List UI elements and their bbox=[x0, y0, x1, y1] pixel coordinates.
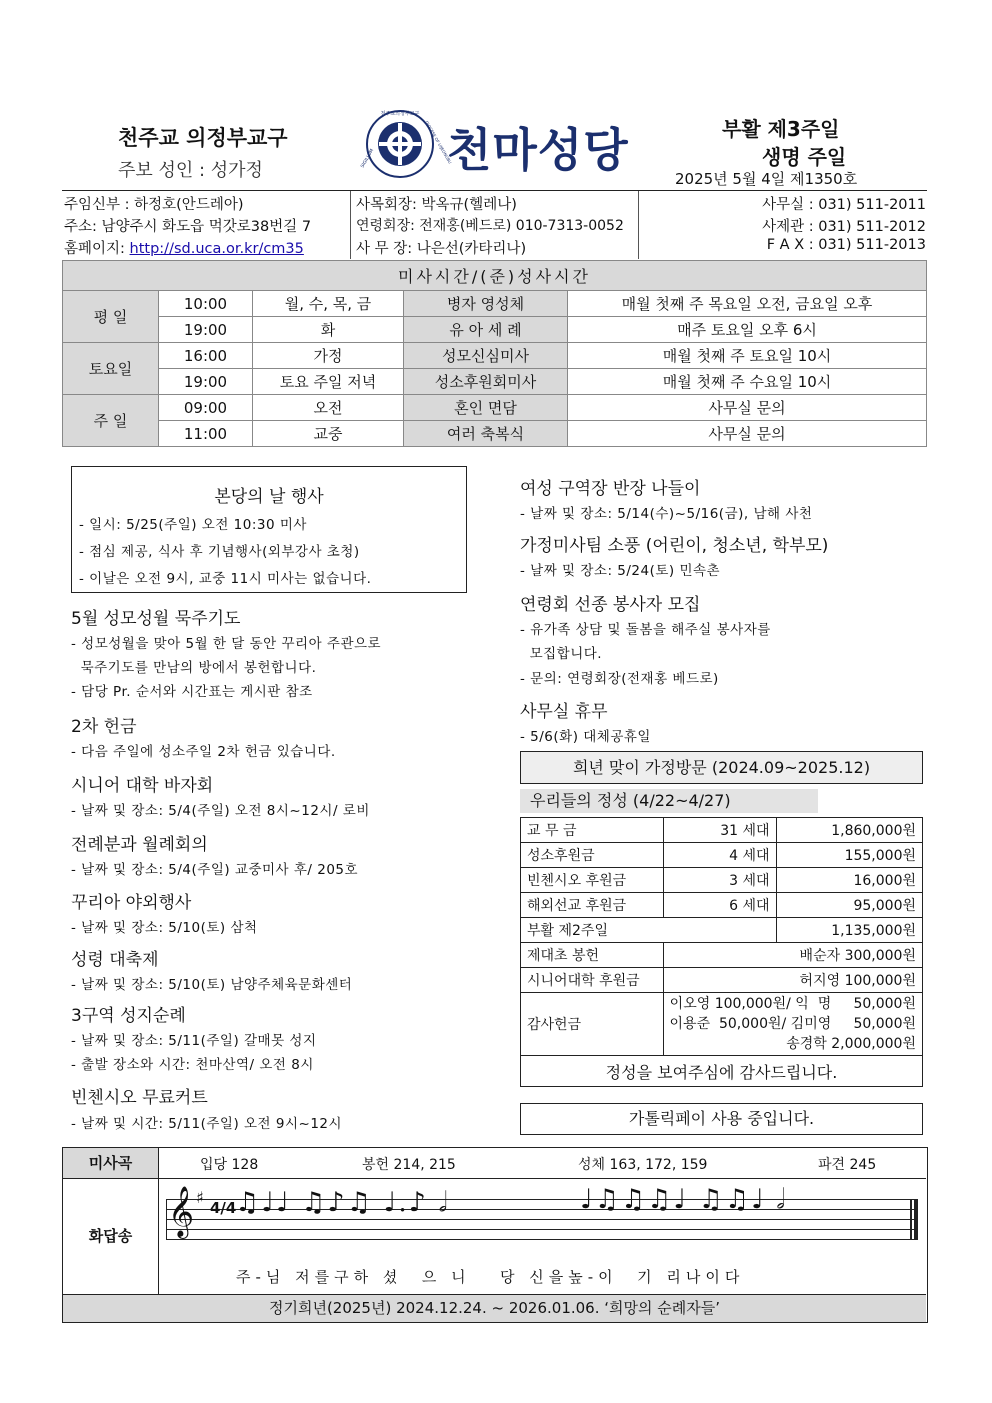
section-title: 꾸리아 야외행사 bbox=[71, 893, 192, 913]
offertory-hymn: 봉헌 214, 215 bbox=[362, 1157, 456, 1173]
section-title: 빈첸시오 무료커트 bbox=[71, 1088, 208, 1108]
diocese-name: 천주교 의정부교구 bbox=[118, 126, 288, 150]
final-barline bbox=[910, 1199, 912, 1240]
office-phone: 사무실 : 031) 511-2011 bbox=[762, 197, 926, 213]
federation-head: 연령회장: 전재홍(베드로) 010-7313-0052 bbox=[356, 218, 624, 234]
table-row bbox=[521, 968, 923, 993]
mass-time: 09:00 bbox=[159, 395, 253, 421]
offering-count: 31 세대 bbox=[663, 818, 776, 843]
sharp-icon: ♯ bbox=[196, 1188, 204, 1207]
hymn-list-row bbox=[63, 1148, 926, 1179]
table-row bbox=[63, 317, 927, 343]
thanks-message: 정성을 보여주심에 감사드립니다. bbox=[521, 1056, 923, 1087]
list-item: 모집합니다. bbox=[520, 646, 603, 662]
offering-count: 3 세대 bbox=[663, 868, 776, 893]
mass-time: 11:00 bbox=[159, 421, 253, 447]
sacrament-time: 매월 첫째 주 수요일 10시 bbox=[568, 369, 927, 395]
mass-days: 오전 bbox=[253, 395, 404, 421]
seal-ring-text-right: DIOCESE OF UIJEONGBU bbox=[424, 120, 453, 165]
list-item: 묵주기도를 만남의 방에서 봉헌합니다. bbox=[71, 660, 317, 676]
mass-time: 19:00 bbox=[159, 317, 253, 343]
section-title: 3구역 성지순례 bbox=[71, 1006, 186, 1026]
list-item: - 유가족 상담 및 돌봄을 해주실 봉사자를 bbox=[520, 622, 771, 638]
council-head: 사목회장: 박옥규(헬레나) bbox=[356, 197, 517, 213]
fax-number: F A X : 031) 511-2013 bbox=[766, 237, 926, 253]
table-row bbox=[521, 868, 923, 893]
special-offering-name: 시니어대학 후원금 bbox=[521, 968, 664, 993]
day-sunday: 주 일 bbox=[63, 395, 159, 447]
psalm-lyrics: 주-님 저를구하 셨 으 니 당 신을높-이 기 리나이다 bbox=[236, 1268, 745, 1286]
list-item: - 출발 장소와 시간: 천마산역/ 오전 8시 bbox=[71, 1057, 314, 1073]
table-row bbox=[63, 343, 927, 369]
seal-ring-text-left: SIGILLUM bbox=[360, 148, 376, 169]
table-row bbox=[521, 843, 923, 868]
table-row bbox=[521, 893, 923, 918]
dismissal-hymn: 파견 245 bbox=[818, 1157, 877, 1173]
offering-name: 빈첸시오 후원금 bbox=[521, 868, 664, 893]
hymn-label: 미사곡 bbox=[63, 1148, 159, 1178]
table-row bbox=[521, 943, 923, 968]
parish-title: 천마성당 bbox=[447, 123, 629, 177]
patron-saint: 주보 성인 : 성가정 bbox=[118, 160, 263, 181]
final-barline-thick bbox=[914, 1199, 918, 1240]
special-offering-detail: 배순자 300,000원 bbox=[663, 943, 922, 968]
rectory-phone: 사제관 : 031) 511-2012 bbox=[762, 219, 926, 235]
offering-name: 해외선교 후원금 bbox=[521, 893, 664, 918]
thanks-line: 송경학 2,000,000원 bbox=[786, 1036, 916, 1052]
list-item: - 날짜 및 시간: 5/11(주일) 오전 9시~12시 bbox=[71, 1116, 343, 1132]
table-row bbox=[63, 291, 927, 317]
table-row bbox=[521, 918, 923, 943]
info-divider-2 bbox=[638, 191, 639, 259]
offering-name: 부활 제2주일 bbox=[521, 918, 777, 943]
table-row bbox=[63, 369, 927, 395]
offering-name: 교 무 금 bbox=[521, 818, 664, 843]
mass-time: 19:00 bbox=[159, 369, 253, 395]
list-item: - 담당 Pr. 순서와 시간표는 게시판 참조 bbox=[71, 684, 313, 700]
liturgical-sunday: 부활 제3주일 bbox=[722, 117, 840, 141]
list-item: - 날짜 및 장소: 5/4(주일) 오전 8시~12시/ 로비 bbox=[71, 803, 370, 819]
entrance-hymn: 입당 128 bbox=[200, 1157, 259, 1173]
table-row bbox=[521, 818, 923, 843]
offering-title: 우리들의 정성 (4/22~4/27) bbox=[520, 789, 818, 813]
staff-line bbox=[166, 1229, 916, 1230]
thanks-line: 이오영 100,000원/ 익 명 50,000원 bbox=[669, 996, 916, 1012]
catholic-pay-notice: 가톨릭페이 사용 중입니다. bbox=[520, 1103, 923, 1135]
offering-name: 성소후원금 bbox=[521, 843, 664, 868]
sacrament-time: 매월 첫째 주 토요일 10시 bbox=[568, 343, 927, 369]
table-row bbox=[63, 421, 927, 447]
list-item: - 일시: 5/25(주일) 오전 10:30 미사 bbox=[79, 517, 307, 533]
mass-days: 월, 수, 목, 금 bbox=[253, 291, 404, 317]
list-item: - 날짜 및 장소: 5/4(주일) 교중미사 후/ 205호 bbox=[71, 862, 359, 878]
table-row bbox=[521, 1056, 923, 1087]
thanks-line: 이용준 50,000원/ 김미영 50,000원 bbox=[669, 1016, 916, 1032]
day-saturday: 토요일 bbox=[63, 343, 159, 395]
sacrament-time: 사무실 문의 bbox=[568, 421, 927, 447]
time-signature: 4/4 bbox=[210, 1199, 237, 1217]
list-item: - 5/6(화) 대체공휴일 bbox=[520, 729, 651, 745]
thanks-label bbox=[521, 993, 664, 1056]
jubilee-visit-banner: 희년 맞이 가정방문 (2024.09~2025.12) bbox=[520, 751, 923, 784]
pastor-name: 주임신부 : 하정호(안드레아) bbox=[64, 197, 244, 213]
thanks-label-text: 감사헌금 bbox=[527, 1017, 582, 1033]
staff-line bbox=[166, 1239, 916, 1240]
section-title: 시니어 대학 바자회 bbox=[71, 776, 214, 796]
section-title: 연령회 선종 봉사자 모집 bbox=[520, 595, 701, 615]
homepage-label: 홈페이지: bbox=[64, 241, 130, 257]
psalm-notes-group-2: ♩♫♫♫♩ ♫♫♩ 𝅗𝅥 bbox=[580, 1184, 787, 1215]
offering-count: 6 세대 bbox=[663, 893, 776, 918]
list-item: - 이날은 오전 9시, 교중 11시 미사는 없습니다. bbox=[79, 571, 372, 587]
section-title: 사무실 휴무 bbox=[520, 702, 608, 722]
sacrament-name: 혼인 면담 bbox=[404, 395, 568, 421]
section-title: 5월 성모성월 묵주기도 bbox=[71, 609, 241, 629]
parish-address: 주소: 남양주시 화도읍 먹갓로38번길 7 bbox=[64, 219, 312, 235]
list-item: - 다음 주일에 성소주일 2차 헌금 있습니다. bbox=[71, 744, 336, 760]
list-item: - 날짜 및 장소: 5/24(토) 민속촌 bbox=[520, 563, 721, 579]
parish-clerk: 사 무 장: 나은선(카타리나) bbox=[356, 241, 527, 257]
section-title: 가정미사팀 소풍 (어린이, 청소년, 학부모) bbox=[520, 536, 829, 556]
start-barline bbox=[166, 1199, 167, 1240]
mass-days: 토요 주일 저녁 bbox=[253, 369, 404, 395]
thanks-list bbox=[663, 993, 922, 1056]
section-title: 전례분과 월례회의 bbox=[71, 835, 208, 855]
section-title: 성령 대축제 bbox=[71, 950, 159, 970]
mass-days: 화 bbox=[253, 317, 404, 343]
section-title: 여성 구역장 반장 나들이 bbox=[520, 479, 701, 499]
mass-days: 교중 bbox=[253, 421, 404, 447]
sacrament-time: 사무실 문의 bbox=[568, 395, 927, 421]
special-offering-detail: 허지영 100,000원 bbox=[663, 968, 922, 993]
list-item: - 점심 제공, 식사 후 기념행사(외부강사 초청) bbox=[79, 544, 360, 560]
liturgical-sunday-sub: 생명 주일 bbox=[762, 145, 847, 169]
day-weekday: 평 일 bbox=[63, 291, 159, 343]
issue-date: 2025년 5월 4일 제1350호 bbox=[675, 170, 858, 188]
diocese-seal-icon bbox=[355, 108, 453, 180]
offering-amount: 16,000원 bbox=[776, 868, 922, 893]
list-item: - 성모성월을 맞아 5월 한 달 동안 꾸리아 주관으로 bbox=[71, 636, 382, 652]
homepage-link[interactable]: http://sd.uca.or.kr/cm35 bbox=[129, 241, 304, 257]
list-item: - 문의: 연령회장(전재홍 베드로) bbox=[520, 671, 719, 687]
seal-ring-text-top: 천주교의정부교구 bbox=[380, 111, 420, 117]
sacrament-name: 여러 축복식 bbox=[404, 421, 568, 447]
sacrament-name: 유 아 세 례 bbox=[404, 317, 568, 343]
sacrament-time: 매월 첫째 주 목요일 오전, 금요일 오후 bbox=[568, 291, 927, 317]
offering-table bbox=[520, 817, 923, 1087]
communion-hymn: 성체 163, 172, 159 bbox=[578, 1157, 708, 1173]
sacrament-name: 성소후원회미사 bbox=[404, 369, 568, 395]
staff-line bbox=[166, 1219, 916, 1220]
homepage bbox=[64, 237, 304, 258]
section-title: 2차 헌금 bbox=[71, 717, 137, 737]
list-item: - 날짜 및 장소: 5/10(토) 삼척 bbox=[71, 920, 258, 936]
offering-amount: 155,000원 bbox=[776, 843, 922, 868]
list-item: - 날짜 및 장소: 5/11(주일) 갈매못 성지 bbox=[71, 1033, 317, 1049]
list-item: - 날짜 및 장소: 5/10(토) 남양주체육문화센터 bbox=[71, 977, 353, 993]
offering-amount: 1,860,000원 bbox=[776, 818, 922, 843]
treble-clef-icon: 𝄞 bbox=[168, 1186, 195, 1237]
mass-schedule-title: 미사시간/(준)성사시간 bbox=[63, 261, 927, 291]
sacrament-name: 병자 영성체 bbox=[404, 291, 568, 317]
sacrament-name: 성모신심미사 bbox=[404, 343, 568, 369]
table-row bbox=[521, 993, 923, 1056]
offering-amount: 95,000원 bbox=[776, 893, 922, 918]
sacrament-time: 매주 토요일 오후 6시 bbox=[568, 317, 927, 343]
mass-days: 가정 bbox=[253, 343, 404, 369]
mass-time: 16:00 bbox=[159, 343, 253, 369]
psalm-label: 화답송 bbox=[63, 1179, 159, 1294]
mass-schedule-table bbox=[62, 260, 927, 447]
info-top-rule bbox=[62, 190, 927, 191]
info-divider-1 bbox=[350, 191, 351, 259]
psalm-notes-group-1: ♫♩♩ ♫♪♫ ♩.♪ 𝅗𝅥 bbox=[235, 1187, 450, 1218]
offering-count: 4 세대 bbox=[663, 843, 776, 868]
mass-time: 10:00 bbox=[159, 291, 253, 317]
offering-amount: 1,135,000원 bbox=[776, 918, 922, 943]
table-row bbox=[63, 395, 927, 421]
special-offering-name: 제대초 봉헌 bbox=[521, 943, 664, 968]
list-item: - 날짜 및 장소: 5/14(수)~5/16(금), 남해 사천 bbox=[520, 506, 813, 522]
jubilee-footer: 정기희년(2025년) 2024.12.24. ~ 2026.01.06. ‘희망의 순례자들’ bbox=[63, 1294, 926, 1322]
dedication-title: 본당의 날 행사 bbox=[214, 487, 324, 507]
